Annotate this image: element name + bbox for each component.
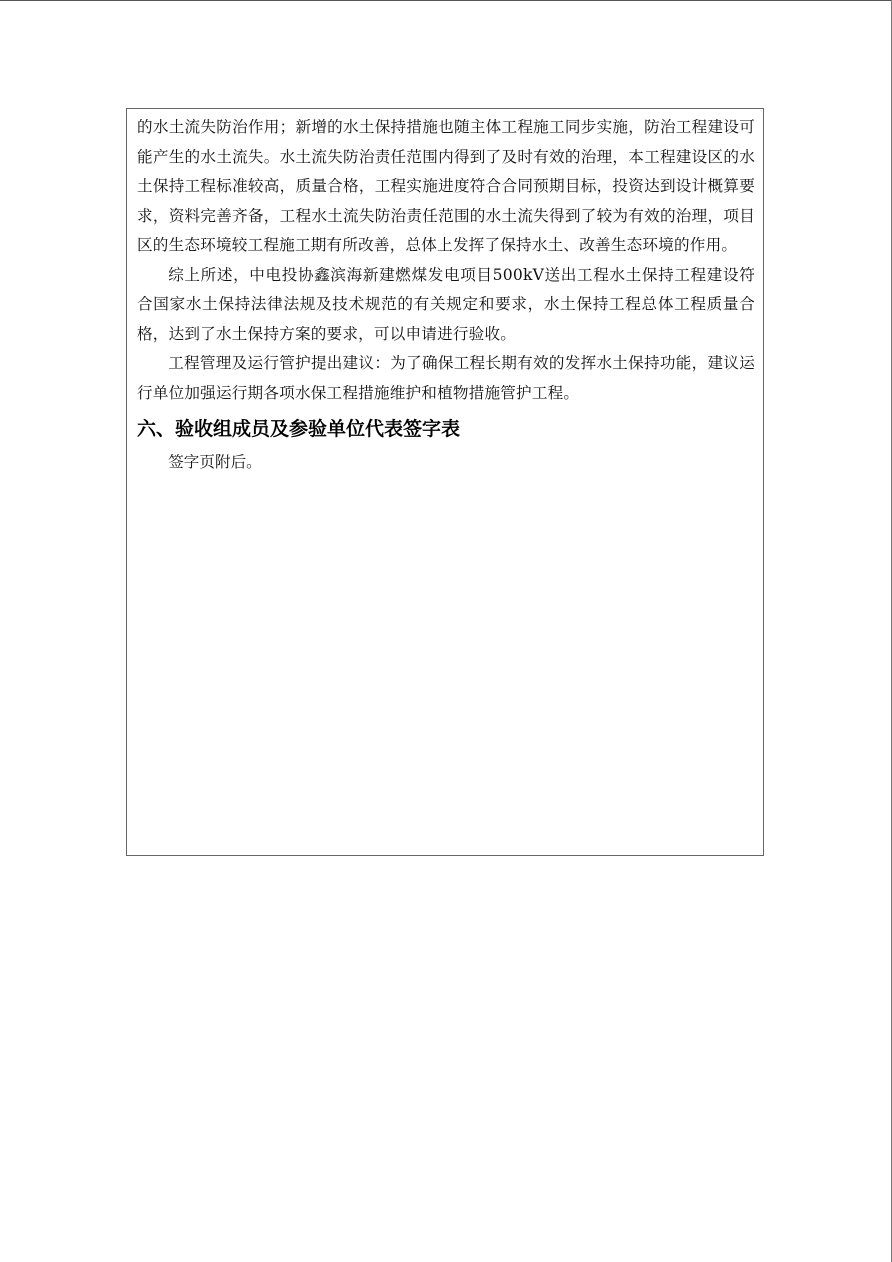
paragraph-recommendation: 工程管理及运行管护提出建议：为了确保工程长期有效的发挥水土保持功能，建议运行单位加强运行期各项水保工程措施维护和植物措施管护工程。 [137,354,755,402]
frame-content [137,113,755,478]
paragraph-conclusion: 综上所述，中电投协鑫滨海新建燃煤发电项目500kV送出工程水土保持工程建设符合国家水土保持法律法规及技术规范的有关规定和要求，水土保持工程总体工程质量合格，达到了水土保持方案的要求，可以申请进行验收。 [137,265,755,343]
signature-note: 签字页附后。 [168,453,262,471]
paragraph-continuation: 的水土流失防治作用；新增的水土保持措施也随主体工程施工同步实施，防治工程建设可能产生的水土流失。水土流失防治责任范围内得到了及时有效的治理，本工程建设区的水土保持工程标准较高，质量合格，工程实施进度符合合同预期目标，投资达到设计概算要求，资料完善齐备，工程水土流失防治责任范围的水土流失得到了较为有效的治理，项目区的生态环境较工程施工期有所改善，总体上发挥了保持水土、改善生态环境的作用。 [137,118,755,254]
page-top-border [0,0,892,1]
content-frame [126,108,764,856]
section-title: 六、验收组成员及参验单位代表签字表 [137,418,461,440]
